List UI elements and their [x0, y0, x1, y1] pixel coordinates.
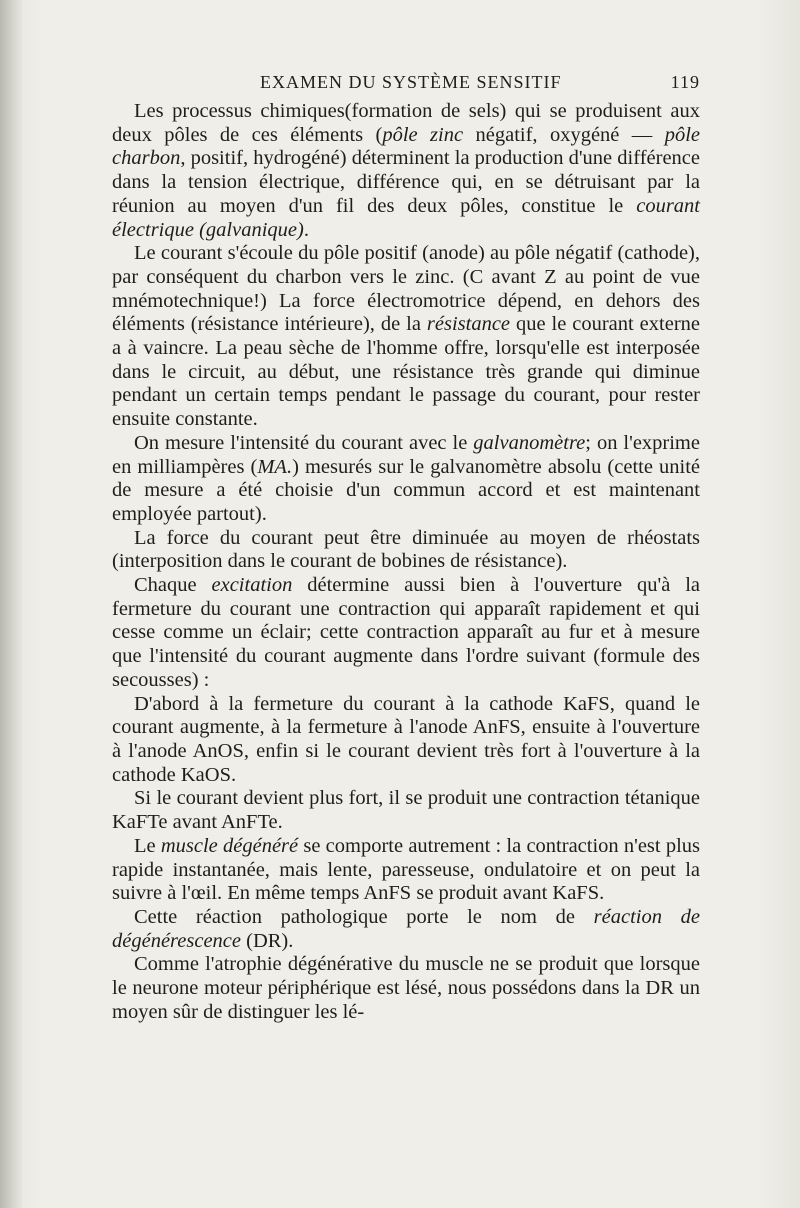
paragraph	[112, 787, 700, 834]
paragraph	[112, 835, 700, 906]
paragraph	[112, 953, 700, 1024]
italic-term: excitation	[211, 574, 293, 597]
text-run: Le	[134, 834, 161, 857]
paragraph	[112, 527, 700, 574]
text-run: La force du courant peut être diminuée au moyen de rhéostats (interposition dans le courant de bobines de résistance).	[112, 526, 700, 573]
text-run: détermine aussi bien à l'ouverture qu'à la fermeture du courant une contraction qui apparaît rapidement et qui cesse comme un éclair; cette contraction apparaît au fur et à mesure que l'intensité du courant augmente dans l'ordre suivant (formule des secousses) :	[112, 574, 700, 691]
running-title: EXAMEN DU SYSTÈME SENSITIF	[260, 72, 562, 92]
text-run: (DR).	[241, 929, 294, 952]
paragraph	[112, 432, 700, 527]
text-run: Si le courant devient plus fort, il se produit une contraction tétanique KaFTe avant AnFTe.	[112, 787, 700, 834]
paragraph	[112, 100, 700, 242]
italic-term: pôle zinc	[382, 123, 464, 146]
paragraph	[112, 574, 700, 693]
text-run: ) mesurés sur le galvanomètre absolu (cette unité de mesure a été choisie d'un commun accord et est maintenant employée partout).	[112, 455, 701, 525]
text-run: se comporte autrement : la contraction n'est plus rapide instantanée, mais lente, paresseuse, ondulatoire et on peut la suivre à l'œil. En même temps AnFS se produit avant KaFS.	[112, 834, 700, 905]
italic-term: résistance	[426, 313, 511, 336]
paragraph	[112, 693, 700, 788]
italic-term: MA.	[257, 455, 293, 478]
text-run: Le courant s'écoule du pôle positif (anode) au pôle négatif (cathode), par conséquent du charbon vers le zinc. (C avant Z au point de vue mnémotechnique!) La force électromotrice dépend, en dehors des éléments (résistance intérieure), de la	[112, 242, 700, 336]
paragraph	[112, 906, 700, 953]
text-run: que le courant externe a à vaincre. La peau sèche de l'homme offre, lorsqu'elle est interposée dans le circuit, au début, une résistance très grande qui diminue pendant un certain temps pendant le passage du courant, pour rester ensuite constante.	[112, 313, 700, 431]
text-run: Chaque	[134, 574, 212, 597]
text-run: Les processus chimiques(formation de sels) qui se produisent aux deux pôles de ces éléments (	[112, 100, 700, 146]
italic-term: muscle dégénéré	[160, 834, 299, 857]
page-header	[112, 72, 700, 100]
text-run: , positif, hydrogéné) déterminent la production d'une différence dans la tension électrique, différence qui, en se détruisant par la réunion au moyen d'un fil des deux pôles, constitue le	[112, 147, 700, 217]
body-text	[112, 100, 700, 1024]
text-run: D'abord à la fermeture du courant à la cathode KaFS, quand le courant augmente, à la fermeture à l'anode AnFS, ensuite à l'ouverture à l'anode AnOS, enfin si le courant devient très fort à l'ouverture à la cathode KaOS.	[112, 692, 700, 786]
binding-gutter	[0, 0, 22, 1208]
italic-term: courant électrique (galvanique)	[112, 194, 700, 241]
italic-term: galvanomètre	[473, 431, 586, 454]
text-run: négatif, oxygéné —	[463, 123, 665, 146]
text-run: Comme l'atrophie dégénérative du muscle ne se produit que lorsque le neurone moteur périphérique est lésé, nous possédons dans la DR un moyen sûr de distinguer les lé-	[112, 953, 700, 1023]
paragraph	[112, 242, 700, 432]
text-run: ; on l'exprime en milliampères (	[112, 431, 700, 478]
text-run: Cette réaction pathologique porte le nom de	[134, 905, 594, 928]
text-run: .	[303, 218, 309, 241]
italic-term: pôle charbon	[112, 123, 700, 170]
page-number: 119	[670, 72, 700, 92]
text-run: On mesure l'intensité du courant avec le	[134, 431, 474, 454]
italic-term: réaction de dégénérescence	[112, 905, 700, 952]
